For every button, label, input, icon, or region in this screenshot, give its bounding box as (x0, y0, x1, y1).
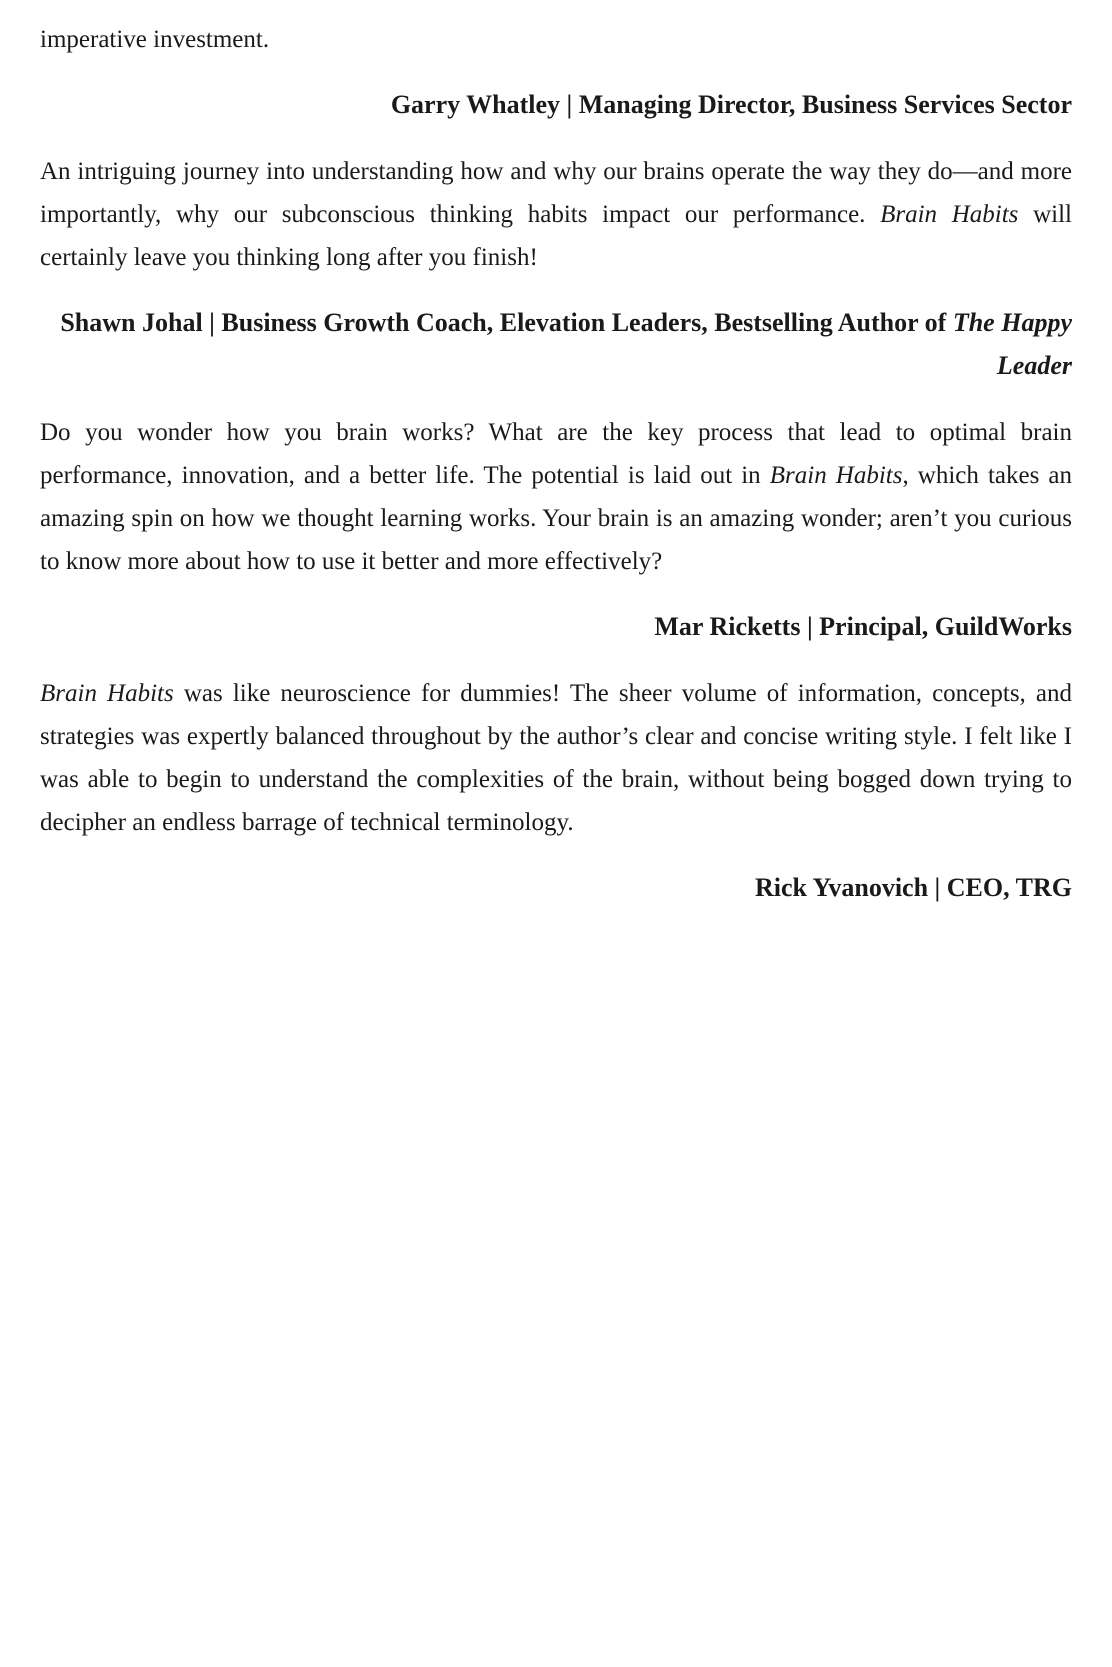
quote-text: will certainly leave you thinking long after you finish! (40, 201, 1072, 271)
book-title-italic: The Happy Leader (952, 308, 1072, 380)
attribution-shawn-johal (40, 301, 1072, 387)
attribution-garry-whatley: Garry Whatley | Managing Director, Business Services Sector (390, 90, 1072, 119)
quote-shawn-johal (40, 150, 1072, 279)
attribution-mar-ricketts: Mar Ricketts | Principal, GuildWorks (654, 612, 1072, 641)
book-title-italic: Brain Habits (880, 201, 1019, 228)
book-title-italic: Brain Habits (769, 462, 903, 489)
attribution-rick-yvanovich: Rick Yvanovich | CEO, TRG (754, 873, 1072, 902)
quote-text: An intriguing journey into understanding how and why our brains operate the way they do—and more importantly, why our subconscious thinking habits impact our performance. (40, 158, 1072, 228)
quote-mar-ricketts (40, 411, 1072, 583)
quote-rick-yvanovich (40, 672, 1072, 844)
attribution-text: Shawn Johal | Business Growth Coach, Elevation Leaders, Bestselling Author of (60, 308, 953, 337)
book-title-italic: Brain Habits (40, 680, 174, 707)
intro-text: imperative investment. (40, 26, 270, 53)
quote-text: was like neuroscience for dummies! The sheer volume of information, concepts, and strategies was expertly balanced throughout by the author’s clear and concise writing style. I felt like I was able to begin to understand the complexities of the brain, without being bogged down trying to decipher an endless barrage of technical terminology. (40, 680, 1072, 836)
quote-text: , which takes an amazing spin on how we thought learning works. Your brain is an amazing wonder; aren’t you curious to know more about how to use it better and more effectively? (40, 462, 1073, 575)
quote-text: Do you wonder how you brain works? What are the key process that lead to optimal brain performance, innovation, and a better life. The potential is laid out in (40, 419, 1072, 489)
